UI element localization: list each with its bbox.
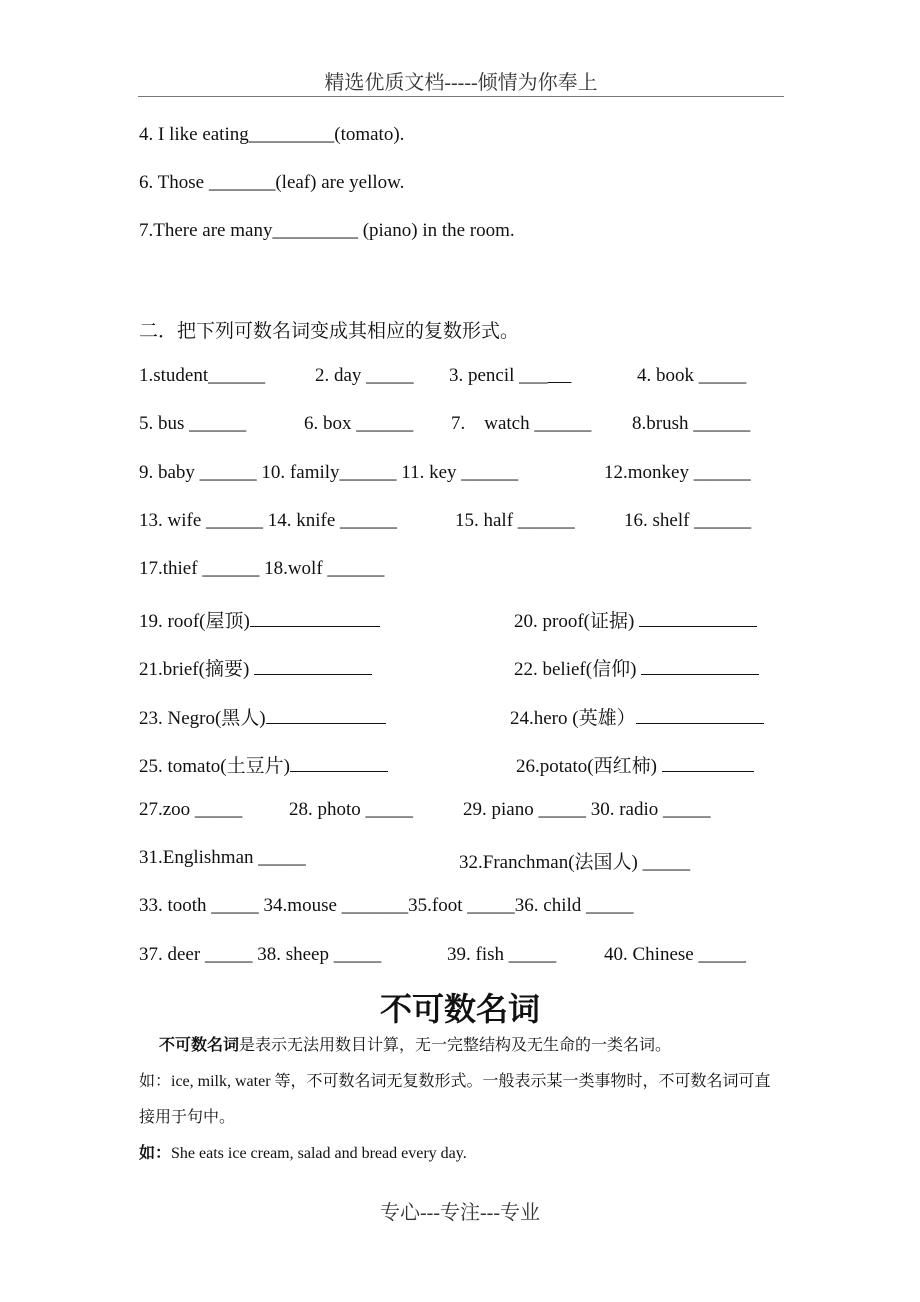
plural-item: 20. proof(证据): [514, 606, 757, 633]
plural-item: 12.monkey ______: [604, 462, 751, 483]
examples-paragraph: 如：ice, milk, water 等，不可数名词无复数形式。一般表示某一类事物时，不可数名词可直接用于句中。: [139, 1073, 771, 1126]
plural-item: 26.potato(西红柿): [516, 751, 754, 778]
plural-item: 29. piano _____ 30. radio _____: [463, 799, 711, 820]
exercise-q6: 6. Those _______(leaf) are yellow.: [139, 172, 405, 193]
example-sentence: 如：She eats ice cream, salad and bread every day.: [139, 1145, 467, 1162]
plural-item: 21.brief(摘要): [139, 654, 372, 681]
plural-item: 28. photo _____: [289, 799, 414, 820]
definition-paragraph: 不可数名词是表示无法用数目计算，无一完整结构及无生命的一类名词。: [159, 1037, 672, 1054]
header-divider: [138, 96, 784, 97]
plural-item: 9. baby ______ 10. family______ 11. key ______: [139, 462, 519, 483]
plural-item: 37. deer _____ 38. sheep _____: [139, 944, 382, 965]
plural-item: 5. bus ______: [139, 413, 247, 434]
plural-item: 22. belief(信仰): [514, 654, 759, 681]
plural-item: 3. pencil ___: [449, 365, 548, 386]
plural-item: 40. Chinese _____: [604, 944, 746, 965]
plural-item: 33. tooth _____ 34.mouse _______35.foot _____36. child _____: [139, 895, 634, 916]
page-footer: 专心---专注---专业: [380, 1202, 540, 1224]
page-header: 精选优质文档-----倾情为你奉上: [324, 72, 598, 94]
plural-item: 23. Negro(黑人): [139, 703, 386, 730]
exercise-q4: 4. I like eating_________(tomato).: [139, 124, 405, 145]
plural-item: 2. day _____: [315, 365, 414, 386]
plural-item: 16. shelf ______: [624, 510, 752, 531]
exercise-q7: 7.There are many_________ (piano) in the room.: [139, 220, 515, 241]
plural-item: 25. tomato(土豆片): [139, 751, 388, 778]
section-2-heading: 二．把下列可数名词变成其相应的复数形式。: [139, 321, 520, 342]
section-title: 不可数名词: [379, 990, 540, 1028]
plural-item: 4. book _____: [637, 365, 747, 386]
plural-item: 39. fish _____: [447, 944, 557, 965]
plural-item: 31.Englishman _____: [139, 847, 306, 868]
plural-item: 6. box ______: [304, 413, 414, 434]
plural-item: 1.student______: [139, 365, 266, 386]
plural-item: 7. watch ______: [451, 413, 592, 434]
plural-item: 32.Franchman(法国人) _____: [459, 852, 691, 873]
plural-item: 19. roof(屋顶): [139, 606, 380, 633]
plural-item: 17.thief ______ 18.wolf ______: [139, 558, 385, 579]
plural-item: 15. half ______: [455, 510, 575, 531]
plural-item: 24.hero (英雄）: [510, 703, 764, 730]
plural-item: 27.zoo _____: [139, 799, 243, 820]
plural-item: 13. wife ______ 14. knife ______: [139, 510, 398, 531]
plural-item: 8.brush ______: [632, 413, 751, 434]
